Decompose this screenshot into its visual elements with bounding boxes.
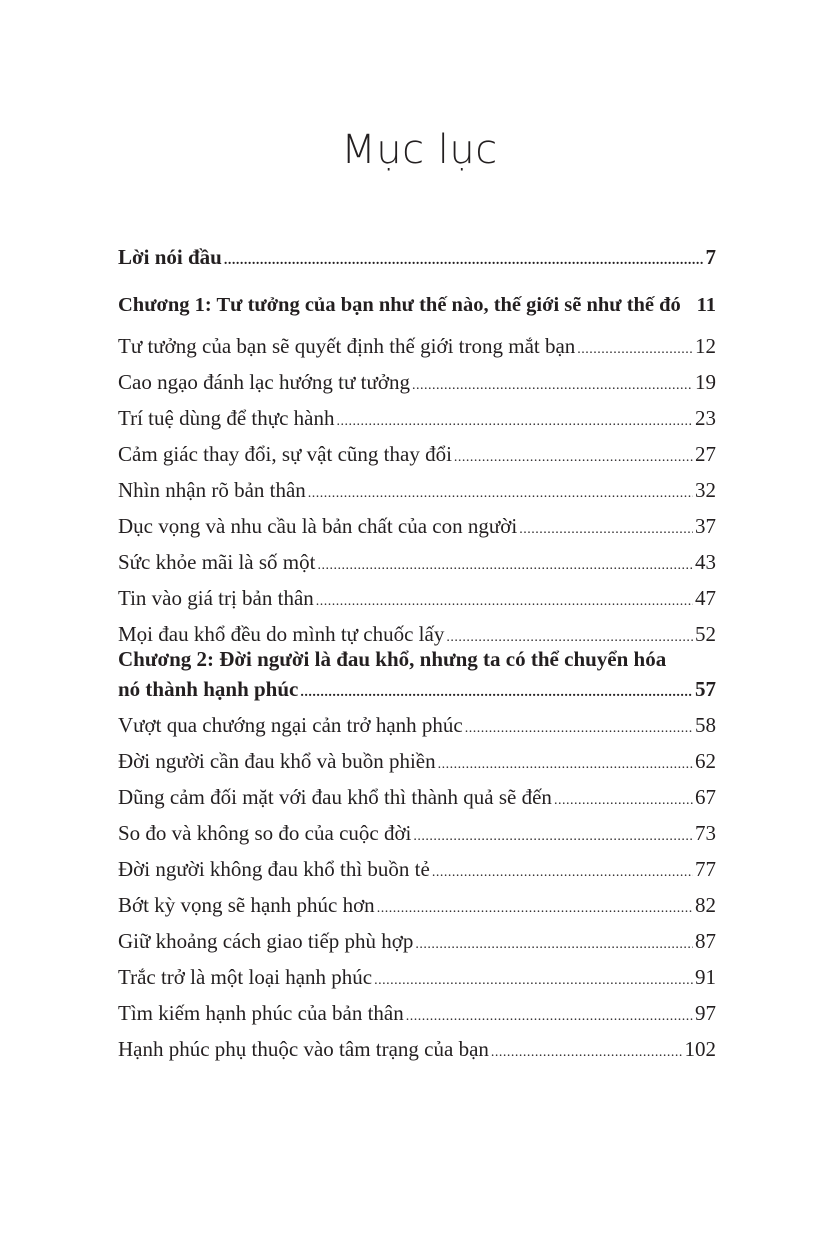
dot-leader bbox=[438, 745, 693, 781]
entry-page-number: 87 bbox=[695, 929, 716, 953]
dot-leader bbox=[316, 582, 693, 618]
chapter-page-number: 57 bbox=[695, 677, 716, 701]
toc-entry bbox=[118, 510, 716, 546]
toc-entry bbox=[118, 781, 716, 817]
entry-label: Bớt kỳ vọng sẽ hạnh phúc hơn bbox=[118, 893, 375, 917]
entry-label: Trí tuệ dùng để thực hành bbox=[118, 406, 335, 430]
toc-entry bbox=[118, 817, 716, 853]
toc-chapter-1 bbox=[118, 289, 716, 322]
toc-entry bbox=[118, 889, 716, 925]
entry-page-number: 12 bbox=[695, 334, 716, 358]
entry-label: Trắc trở là một loại hạnh phúc bbox=[118, 965, 373, 989]
dot-leader bbox=[308, 474, 693, 510]
entry-page-number: 37 bbox=[695, 514, 716, 538]
toc-entry bbox=[118, 366, 716, 402]
dot-leader bbox=[377, 889, 693, 925]
toc-entry bbox=[118, 961, 716, 997]
dot-leader bbox=[454, 438, 693, 474]
dot-leader bbox=[432, 853, 693, 889]
dot-leader bbox=[374, 961, 693, 997]
toc-entry bbox=[118, 997, 716, 1033]
dot-leader bbox=[554, 781, 693, 817]
entry-page-number: 7 bbox=[705, 245, 716, 269]
dot-leader bbox=[300, 674, 693, 708]
dot-leader bbox=[577, 330, 693, 366]
entry-page-number: 67 bbox=[695, 785, 716, 809]
toc-preface bbox=[118, 241, 716, 277]
chapter-page-number: 11 bbox=[696, 294, 716, 316]
dot-leader bbox=[491, 1033, 683, 1069]
entry-label: Tư tưởng của bạn sẽ quyết định thế giới trong mắt bạn bbox=[118, 334, 576, 358]
page-title: Mục lục bbox=[341, 127, 498, 173]
entry-page-number: 43 bbox=[695, 550, 716, 574]
toc-entry bbox=[118, 582, 716, 618]
chapter-heading bbox=[118, 289, 716, 322]
entry-label: Tìm kiếm hạnh phúc của bản thân bbox=[118, 1001, 404, 1025]
entry-page-number: 91 bbox=[695, 965, 716, 989]
toc-entry bbox=[118, 853, 716, 889]
entry-label: Đời người không đau khổ thì buồn tẻ bbox=[118, 857, 430, 881]
entry-label: Lời nói đầu bbox=[118, 245, 222, 269]
entry-label: Sức khỏe mãi là số một bbox=[118, 550, 316, 574]
dot-leader bbox=[465, 709, 693, 745]
dot-leader bbox=[337, 402, 693, 438]
toc-entry bbox=[118, 546, 716, 582]
entry-page-number: 73 bbox=[695, 821, 716, 845]
entry-page-number: 77 bbox=[695, 857, 716, 881]
entry-label: Hạnh phúc phụ thuộc vào tâm trạng của bạn bbox=[118, 1037, 489, 1061]
entry-page-number: 47 bbox=[695, 586, 716, 610]
dot-leader bbox=[413, 817, 693, 853]
entry-label: Cảm giác thay đổi, sự vật cũng thay đổi bbox=[118, 442, 452, 466]
toc-entry bbox=[118, 474, 716, 510]
chapter-label-line-1: Chương 2: Đời người là đau khổ, nhưng ta có thể chuyển hóa bbox=[118, 647, 667, 671]
entry-label: Cao ngạo đánh lạc hướng tư tưởng bbox=[118, 370, 410, 394]
dot-leader bbox=[415, 925, 693, 961]
entry-label: So đo và không so đo của cuộc đời bbox=[118, 821, 412, 845]
chapter-label: Chương 1: Tư tưởng của bạn như thế nào, thế giới sẽ như thế đó bbox=[118, 294, 681, 316]
entry-label: Giữ khoảng cách giao tiếp phù hợp bbox=[118, 929, 414, 953]
entry-page-number: 32 bbox=[695, 478, 716, 502]
toc-entry bbox=[118, 1033, 716, 1069]
entry-page-number: 19 bbox=[695, 370, 716, 394]
chapter-label-line-2: nó thành hạnh phúc bbox=[118, 677, 299, 701]
entry-page-number: 82 bbox=[695, 893, 716, 917]
entry-label: Mọi đau khổ đều do mình tự chuốc lấy bbox=[118, 622, 445, 646]
entry-page-number: 62 bbox=[695, 749, 716, 773]
chapter-heading bbox=[118, 674, 716, 708]
dot-leader bbox=[406, 997, 693, 1033]
entry-label: Đời người cần đau khổ và buồn phiền bbox=[118, 749, 436, 773]
entry-page-number: 52 bbox=[695, 622, 716, 646]
toc-entry bbox=[118, 241, 716, 277]
toc-entry bbox=[118, 925, 716, 961]
entry-page-number: 97 bbox=[695, 1001, 716, 1025]
dot-leader bbox=[224, 241, 704, 277]
entry-label: Dục vọng và nhu cầu là bản chất của con người bbox=[118, 514, 518, 538]
entry-page-number: 102 bbox=[684, 1037, 716, 1061]
toc-chapter-2 bbox=[118, 644, 716, 708]
entry-page-number: 27 bbox=[695, 442, 716, 466]
toc-entry bbox=[118, 745, 716, 781]
dot-leader bbox=[412, 366, 693, 402]
entry-page-number: 23 bbox=[695, 406, 716, 430]
toc-entry bbox=[118, 709, 716, 745]
entry-label: Nhìn nhận rõ bản thân bbox=[118, 478, 306, 502]
dot-leader bbox=[519, 510, 693, 546]
toc-entry bbox=[118, 402, 716, 438]
toc-entry bbox=[118, 438, 716, 474]
entry-label: Vượt qua chướng ngại cản trở hạnh phúc bbox=[118, 713, 463, 737]
entry-page-number: 58 bbox=[695, 713, 716, 737]
entry-label: Tin vào giá trị bản thân bbox=[118, 586, 314, 610]
chapter-2-entries bbox=[118, 709, 716, 1069]
chapter-1-entries bbox=[118, 330, 716, 654]
dot-leader bbox=[317, 546, 693, 582]
toc-entry bbox=[118, 330, 716, 366]
entry-label: Dũng cảm đối mặt với đau khổ thì thành quả sẽ đến bbox=[118, 785, 552, 809]
